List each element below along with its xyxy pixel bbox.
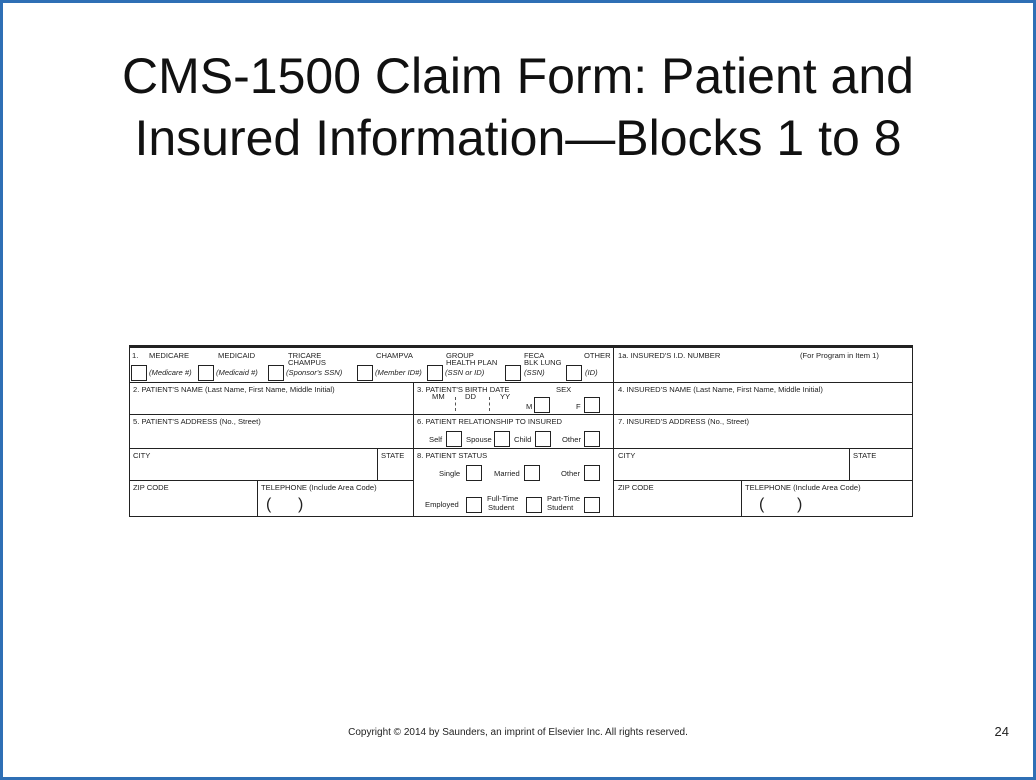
block-8-employment-status <box>414 481 614 516</box>
patient-city-field[interactable] <box>130 449 378 481</box>
area-code-close-paren: ) <box>298 496 304 513</box>
birth-day-label: DD <box>465 392 476 401</box>
checkbox-champva[interactable] <box>427 365 443 381</box>
checkbox-relationship-self[interactable] <box>446 431 462 447</box>
sex-label: SEX <box>556 385 572 394</box>
block-3-label: 3. PATIENT'S BIRTH DATE <box>417 385 510 394</box>
checkbox-status-single[interactable] <box>466 465 482 481</box>
plan-tricare-label: TRICARE <box>288 351 322 360</box>
champva-id-hint: (Member ID#) <box>375 368 422 377</box>
medicaid-id-hint: (Medicaid #) <box>216 368 258 377</box>
copyright-footer: Copyright © 2014 by Saunders, an imprint of Elsevier Inc. All rights reserved. <box>348 727 688 738</box>
checkbox-champus[interactable] <box>357 365 373 381</box>
plan-health-plan-label: HEALTH PLAN <box>446 358 498 367</box>
checkbox-group-health-plan[interactable] <box>505 365 521 381</box>
status-other-label: Other <box>561 469 580 478</box>
checkbox-status-married[interactable] <box>524 465 540 481</box>
slide-title <box>3 45 1033 169</box>
tricare-id-hint: (Sponsor's SSN) <box>286 368 343 377</box>
status-parttime-student-label: Student <box>547 503 574 512</box>
checkbox-medicaid[interactable] <box>198 365 214 381</box>
other-id-hint: (ID) <box>585 368 598 377</box>
plan-blk-lung-label: BLK LUNG <box>524 358 562 367</box>
insured-zip-field[interactable] <box>614 481 742 516</box>
insured-state-field[interactable] <box>850 449 912 481</box>
block-8-patient-status <box>414 449 614 481</box>
plan-medicare-label: MEDICARE <box>149 351 190 360</box>
block-4-label: 4. INSURED'S NAME (Last Name, First Name, Middle Initial) <box>618 385 823 394</box>
checkbox-relationship-other[interactable] <box>584 431 600 447</box>
status-parttime-label: Part-Time <box>547 494 581 503</box>
date-separator <box>489 397 490 411</box>
patient-zip-field[interactable] <box>130 481 258 516</box>
status-fulltime-student-label: Student <box>488 503 515 512</box>
feca-id-hint: (SSN) <box>524 368 545 377</box>
patient-city-label: CITY <box>133 451 151 460</box>
block-7-insured-address[interactable] <box>614 415 912 449</box>
checkbox-relationship-child[interactable] <box>535 431 551 447</box>
block-1-insurance-type <box>130 348 614 383</box>
plan-group-label: GROUP <box>446 351 474 360</box>
area-code-open-paren: ( <box>759 496 765 513</box>
medicare-id-hint: (Medicare #) <box>149 368 192 377</box>
block-6-label: 6. PATIENT RELATIONSHIP TO INSURED <box>417 417 563 426</box>
patient-state-field[interactable] <box>378 449 414 481</box>
block-1a-label: 1a. INSURED'S I.D. NUMBER <box>618 351 721 360</box>
date-separator <box>455 397 456 411</box>
page-number: 24 <box>994 724 1009 739</box>
insured-state-label: STATE <box>853 451 877 460</box>
checkbox-sex-male[interactable] <box>534 397 550 413</box>
block-1a-note: (For Program in Item 1) <box>800 351 879 360</box>
group-id-hint: (SSN or ID) <box>445 368 485 377</box>
checkbox-status-other[interactable] <box>584 465 600 481</box>
cms1500-form-excerpt <box>129 345 913 517</box>
checkbox-feca[interactable] <box>566 365 582 381</box>
patient-telephone-field[interactable] <box>258 481 414 516</box>
checkbox-status-fulltime-student[interactable] <box>526 497 542 513</box>
insured-zip-label: ZIP CODE <box>618 483 654 492</box>
relationship-spouse-label: Spouse <box>466 435 492 444</box>
checkbox-sex-female[interactable] <box>584 397 600 413</box>
sex-female-label: F <box>576 402 581 411</box>
block-8-label: 8. PATIENT STATUS <box>417 451 488 460</box>
block-2-label: 2. PATIENT'S NAME (Last Name, First Name, Middle Initial) <box>133 385 335 394</box>
status-single-label: Single <box>439 469 461 478</box>
plan-medicaid-label: MEDICAID <box>218 351 256 360</box>
relationship-child-label: Child <box>514 435 532 444</box>
block-4-insured-name[interactable] <box>614 383 912 415</box>
patient-zip-label: ZIP CODE <box>133 483 169 492</box>
checkbox-medicare[interactable] <box>131 365 147 381</box>
block-1-number: 1. <box>132 351 139 360</box>
area-code-open-paren: ( <box>266 496 272 513</box>
relationship-other-label: Other <box>562 435 581 444</box>
plan-other-label: OTHER <box>584 351 611 360</box>
block-2-patient-name[interactable] <box>130 383 414 415</box>
insured-telephone-label: TELEPHONE (Include Area Code) <box>745 483 861 492</box>
checkbox-relationship-spouse[interactable] <box>494 431 510 447</box>
block-5-patient-address[interactable] <box>130 415 414 449</box>
relationship-self-label: Self <box>429 435 443 444</box>
block-3-birth-date-sex <box>414 383 614 415</box>
birth-year-label: YY <box>500 392 511 401</box>
plan-champva-label: CHAMPVA <box>376 351 413 360</box>
patient-state-label: STATE <box>381 451 405 460</box>
status-married-label: Married <box>494 469 520 478</box>
insured-telephone-field[interactable] <box>742 481 912 516</box>
block-6-relationship <box>414 415 614 449</box>
insured-city-field[interactable] <box>614 449 850 481</box>
slide-title-line-1: CMS-1500 Claim Form: Patient and <box>122 48 914 104</box>
insured-city-label: CITY <box>618 451 636 460</box>
plan-champus-label: CHAMPUS <box>288 358 326 367</box>
checkbox-status-employed[interactable] <box>466 497 482 513</box>
block-5-label: 5. PATIENT'S ADDRESS (No., Street) <box>133 417 261 426</box>
status-employed-label: Employed <box>425 500 459 509</box>
checkbox-tricare[interactable] <box>268 365 284 381</box>
birth-month-label: MM <box>432 392 445 401</box>
plan-feca-label: FECA <box>524 351 545 360</box>
block-7-label: 7. INSURED'S ADDRESS (No., Street) <box>618 417 749 426</box>
checkbox-status-parttime-student[interactable] <box>584 497 600 513</box>
area-code-close-paren: ) <box>797 496 803 513</box>
slide-title-line-2: Insured Information—Blocks 1 to 8 <box>134 110 902 166</box>
sex-male-label: M <box>526 402 533 411</box>
status-fulltime-label: Full-Time <box>487 494 519 503</box>
patient-telephone-label: TELEPHONE (Include Area Code) <box>261 483 377 492</box>
block-1a-insured-id[interactable] <box>614 348 912 383</box>
